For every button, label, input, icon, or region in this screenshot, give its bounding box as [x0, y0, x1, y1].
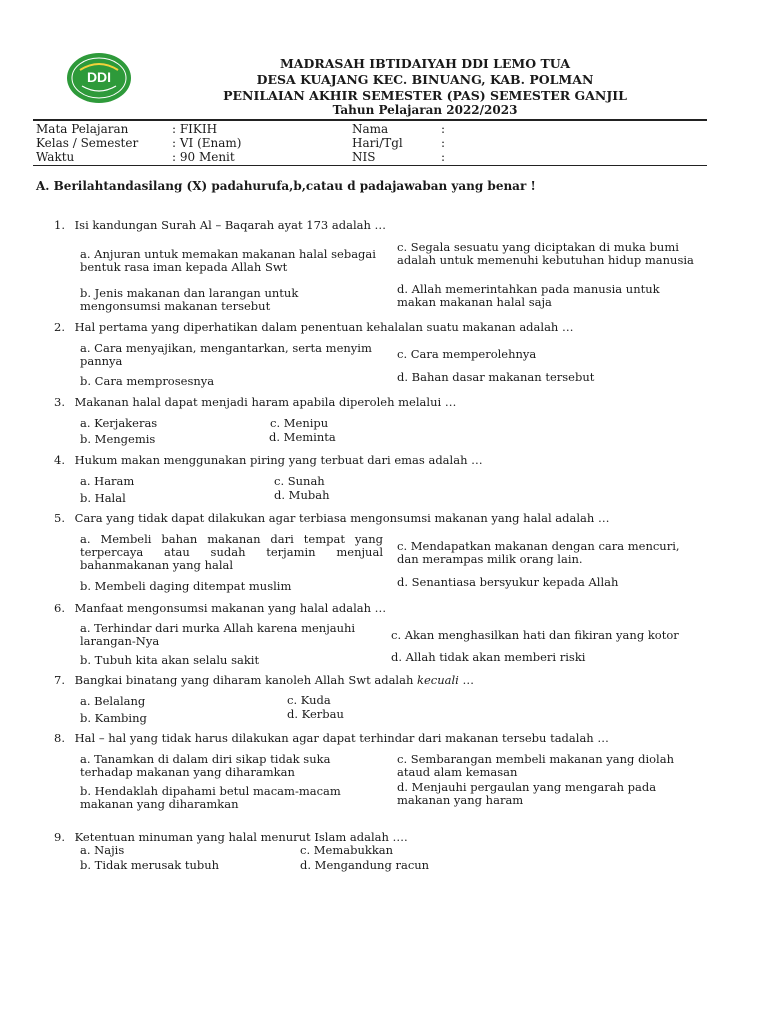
q8-option-b[interactable]: b. Hendaklah dipahami betul macam-macam makanan yang diharamkan: [80, 784, 341, 811]
q7-option-b[interactable]: b. Kambing: [80, 711, 147, 725]
question-2: [54, 320, 574, 334]
q5-option-b[interactable]: b. Membeli daging ditempat muslim: [80, 579, 292, 593]
q9-option-d[interactable]: d. Mengandung racun: [300, 858, 430, 872]
q4-option-d[interactable]: d. Mubah: [274, 488, 330, 502]
info-value-subject: : FIKIH: [172, 122, 218, 136]
question-text: Makanan halal dapat menjadi haram apabila diperoleh melalui …: [74, 395, 457, 409]
school-year: Tahun Pelajaran 2022/2023: [332, 103, 518, 117]
info-value-date: :: [441, 136, 446, 150]
q9-option-c[interactable]: c. Memabukkan: [300, 843, 394, 857]
q1-option-a[interactable]: a. Anjuran untuk memakan makanan halal sebagai bentuk rasa iman kepada Allah Swt: [80, 247, 376, 274]
q3-option-b[interactable]: b. Mengemis: [80, 432, 156, 446]
q6-option-b[interactable]: b. Tubuh kita akan selalu sakit: [80, 653, 260, 667]
question-number: 5.: [54, 511, 65, 525]
logo-text: DDI: [86, 69, 112, 85]
info-label-subject: Mata Pelajaran: [36, 122, 129, 136]
info-divider: [33, 165, 707, 166]
question-number: 6.: [54, 601, 65, 615]
q4-option-b[interactable]: b. Halal: [80, 491, 126, 505]
question-text: Hal pertama yang diperhatikan dalam penentuan kehalalan suatu makanan adalah …: [74, 320, 574, 334]
info-label-time: Waktu: [36, 150, 75, 164]
question-7: [54, 673, 474, 687]
info-label-date: Hari/Tgl: [352, 136, 403, 150]
q6-option-d[interactable]: d. Allah tidak akan memberi riski: [391, 650, 586, 664]
exam-title: PENILAIAN AKHIR SEMESTER (PAS) SEMESTER GANJIL: [223, 88, 627, 103]
q7-option-c[interactable]: c. Kuda: [287, 693, 331, 707]
info-label-nis: NIS: [352, 150, 376, 164]
question-4: [54, 453, 483, 467]
question-text-italic: kecuali: [417, 673, 459, 687]
q1-option-c[interactable]: c. Segala sesuatu yang diciptakan di muka bumi adalah untuk memenuhi kebutuhan hidup manusia: [397, 240, 694, 267]
header-divider: [33, 119, 707, 121]
q3-option-a[interactable]: a. Kerjakeras: [80, 416, 158, 430]
info-value-time: : 90 Menit: [172, 150, 235, 164]
q8-option-d[interactable]: d. Menjauhi pergaulan yang mengarah pada makanan yang haram: [397, 780, 657, 807]
q2-option-a[interactable]: a. Cara menyajikan, mengantarkan, serta menyim pannya: [80, 341, 372, 368]
question-text: Hukum makan menggunakan piring yang terbuat dari emas adalah …: [74, 453, 483, 467]
school-logo: [66, 52, 132, 104]
q8-option-a[interactable]: a. Tanamkan di dalam diri sikap tidak suka terhadap makanan yang diharamkan: [80, 752, 331, 779]
question-3: [54, 395, 456, 409]
question-8: [54, 731, 609, 745]
q3-option-d[interactable]: d. Meminta: [269, 430, 336, 444]
question-text: Bangkai binatang yang diharam kanoleh Allah Swt adalah: [74, 673, 418, 687]
q9-option-b[interactable]: b. Tidak merusak tubuh: [80, 858, 220, 872]
question-5: [54, 511, 609, 525]
q5-option-a[interactable]: a. Membeli bahan makanan dari tempat yang terpercaya atau sudah terjamin menjual bahanmakanan yang halal: [80, 532, 383, 572]
question-text: Isi kandungan Surah Al – Baqarah ayat 173 adalah …: [74, 218, 387, 232]
q6-option-c[interactable]: c. Akan menghasilkan hati dan fikiran yang kotor: [391, 628, 679, 642]
question-number: 3.: [54, 395, 65, 409]
question-number: 4.: [54, 453, 65, 467]
question-text-end: …: [458, 673, 475, 687]
q2-option-b[interactable]: b. Cara memprosesnya: [80, 374, 215, 388]
info-label-name: Nama: [352, 122, 389, 136]
question-6: [54, 601, 386, 615]
school-address: DESA KUAJANG KEC. BINUANG, KAB. POLMAN: [256, 72, 594, 87]
q4-option-a[interactable]: a. Haram: [80, 474, 135, 488]
question-text: Cara yang tidak dapat dilakukan agar terbiasa mengonsumsi makanan yang halal adalah …: [74, 511, 610, 525]
info-label-class: Kelas / Semester: [36, 136, 139, 150]
q4-option-c[interactable]: c. Sunah: [274, 474, 325, 488]
school-name: MADRASAH IBTIDAIYAH DDI LEMO TUA: [279, 56, 571, 71]
info-value-class: : VI (Enam): [172, 136, 242, 150]
q2-option-d[interactable]: d. Bahan dasar makanan tersebut: [397, 370, 595, 384]
info-value-nis: :: [441, 150, 446, 164]
question-number: 9.: [54, 830, 65, 844]
question-number: 7.: [54, 673, 65, 687]
q6-option-a[interactable]: a. Terhindar dari murka Allah karena menjauhi larangan-Nya: [80, 621, 356, 648]
q3-option-c[interactable]: c. Menipu: [270, 416, 329, 430]
q8-option-c[interactable]: c. Sembarangan membeli makanan yang diolah ataud alam kemasan: [397, 752, 674, 779]
question-text: Hal – hal yang tidak harus dilakukan agar dapat terhindar dari makanan tersebu tadalah …: [74, 731, 609, 745]
question-text: Ketentuan minuman yang halal menurut Islam adalah ….: [74, 830, 408, 844]
q9-option-a[interactable]: a. Najis: [80, 843, 125, 857]
section-a-instruction: A. Berilahtandasilang (X) padahurufa,b,catau d padajawaban yang benar !: [36, 179, 536, 193]
question-number: 2.: [54, 320, 65, 334]
q2-option-c[interactable]: c. Cara memperolehnya: [397, 347, 537, 361]
q1-option-b[interactable]: b. Jenis makanan dan larangan untuk mengonsumsi makanan tersebut: [80, 286, 299, 313]
q5-option-c[interactable]: c. Mendapatkan makanan dengan cara mencuri, dan merampas milik orang lain.: [397, 539, 680, 566]
q7-option-d[interactable]: d. Kerbau: [287, 707, 344, 721]
question-number: 8.: [54, 731, 65, 745]
info-value-name: :: [441, 122, 446, 136]
question-1: [54, 218, 386, 232]
question-number: 1.: [54, 218, 65, 232]
q1-option-d[interactable]: d. Allah memerintahkan pada manusia untuk makan makanan halal saja: [397, 282, 660, 309]
q5-option-d[interactable]: d. Senantiasa bersyukur kepada Allah: [397, 575, 619, 589]
question-9: [54, 830, 408, 844]
q7-option-a[interactable]: a. Belalang: [80, 694, 146, 708]
question-text: Manfaat mengonsumsi makanan yang halal adalah …: [74, 601, 387, 615]
